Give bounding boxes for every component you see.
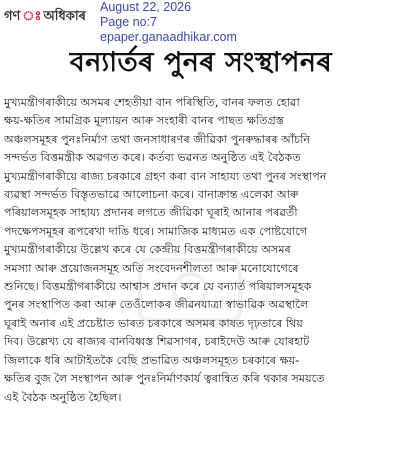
logo-accent-mark: ঃ [22,8,42,24]
article-line: অঞ্চলসমূহৰ পুনঃনিৰ্মাণ তথা জনসাধাৰণৰ জীৱিকা পুনৰুদ্ধাৰৰ আঁচনি [4,132,311,146]
edition-date: August 22, 2026 [100,0,192,14]
site-url[interactable]: epaper.ganaadhikar.com [100,30,237,44]
article-line: পুনৰ সংস্থাপিত কৰা আৰু তেওঁলোকৰ জীৱনযাত্ৰা স্বাভাৱিক অৱস্থালৈ [4,298,309,312]
article-line: ক্ষয়-ক্ষতিৰ সামগ্ৰিক মূল্যায়ন আৰু সংহাৰী বানৰ পাছত ক্ষতিগ্ৰস্ত [4,114,284,128]
article-line: মুখ্যমন্ত্ৰীগৰাকীয়ে অসমৰ শেহতীয়া বান পৰিস্থিতি, বানৰ ফলত হোৱা [4,96,300,109]
article-line: পৰিয়ালসমূহক সাহায্য প্ৰদানৰ লগতে জীৱিকা ঘূৰাই আনাৰ পৰৱৰ্তী [4,206,298,220]
article-line: পদক্ষেপসমূহৰ ৰূপৰেখা দাঙি ধৰে। সামাজিক মাধ্যমত এক পোষ্টযোগে [4,224,308,238]
article-body [4,94,398,407]
edition-meta [100,0,400,45]
article-line: জিলাকে ধৰি আটাইতকৈ বেছি প্ৰভাৱিত অঞ্চলসমূহত চৰকাৰে ক্ষয়- [4,353,300,367]
article-line: মুখ্যমন্ত্ৰীগৰাকীয়ে উল্লেখ কৰে যে কেন্দ্ৰীয় বিত্তমন্ত্ৰীগৰাকীয়ে অসমৰ [4,243,291,257]
article-line: ব্যৱস্থা সন্দৰ্ভত বিস্তৃতভাৱে আলোচনা কৰে। বানাক্ৰান্ত এলেকা আৰু [4,188,299,202]
logo-text-part2: অধিকাৰ [43,8,86,24]
newspaper-logo[interactable] [4,6,86,28]
article-line: ঘূৰাই অনাৰ এই প্ৰচেষ্টাত ভাৰত চৰকাৰে অসমৰ কাষত দৃঢ়তাৰে থিয় [4,316,303,330]
article-line: সমস্যা আৰু প্ৰয়োজনসমূহ অতি সংবেদনশীলতা আৰু মনোযোগেৰে [4,261,299,275]
page-header [0,0,402,50]
page-number: Page no:7 [100,15,157,29]
article-line: ক্ষতিৰ বুজ লৈ সংস্থাপন আৰু পুনঃনিৰ্মাণকাৰ্য ত্বৰান্বিত কৰি থকাৰ সময়তে [4,372,325,386]
article-headline: বন্যাৰ্তৰ পুনৰ সংস্থাপনৰ [69,47,333,78]
article-line: শুনিছে। বিত্তমন্ত্ৰীগৰাকীয়ে আশ্বাস প্ৰদান কৰে যে বন্যাৰ্ত পৰিয়ালসমূহক [4,280,312,294]
article-line: মুখ্যমন্ত্ৰীগৰাকীয়ে ৰাজ্য চৰকাৰে গ্ৰহণ কৰা বান সাহায্য তথা পুনৰ সংস্থাপন [4,169,327,183]
article-line: এই বৈঠক অনুষ্ঠিত হৈছিল। [4,390,122,404]
article-line: দিব। উল্লেখ্য যে ৰাজ্যৰ বানবিধ্বস্ত শিৱসাগৰ, চৰাইদেউ আৰু যোৰহাট [4,335,310,349]
logo-text-part1: গণ [4,8,21,24]
article-line: সন্দৰ্ভত বিত্তমন্ত্ৰীক অৱগত কৰে। কৰ্তব্য ভৱনত অনুষ্ঠিত এই বৈঠকত [4,151,301,165]
